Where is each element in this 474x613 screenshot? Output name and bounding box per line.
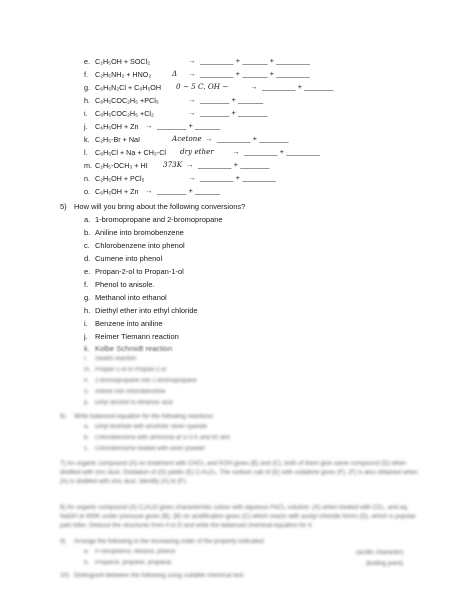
reaction-arrow: → (188, 56, 196, 65)
reaction-arrow: → (188, 108, 196, 117)
conversion-item: h. Diethyl ether into ethyl chloride (84, 306, 198, 315)
reaction-arrow: → (205, 134, 213, 143)
reaction-j: j. C₆H₅OH + Zn (84, 122, 139, 131)
reaction-blanks: _______ + ______ (200, 95, 264, 104)
reaction-arrow: → (188, 95, 196, 104)
conversion-item: e. Propan-2-ol to Propan-1-ol (84, 267, 184, 276)
reaction-m: m. C₂H₅-OCH₃ + HI (84, 161, 148, 170)
reaction-o: o. C₆H₅OH + Zn (84, 187, 139, 196)
conversion-item: d. Cumene into phenol (84, 254, 163, 263)
question-7: 7) An organic compound (A) on treatment with CHCl₃ and KOH gives (B) and (C), both of them give same compound (D) when distilled with zinc dust. Oxidation of (D) yields (E) C₇H₆O₂. The sodium salt of (E) with sodalime gives (F). (F) is also obtained when (A) is distilled with zinc dust. Identify (A) to (F). (60, 460, 418, 485)
reaction-condition: Acetone (172, 134, 202, 143)
reaction-blanks: ________ + _______ (262, 82, 334, 91)
question-10: 10) Distinguish between the following using suitable chemical test: (60, 572, 245, 579)
reaction-arrow: → (188, 69, 196, 78)
question-5: 5) How will you bring about the following conversions? (60, 202, 246, 211)
conversion-item: k. Kolbe Schmidt reaction (84, 344, 173, 353)
reaction-l: l. C₆H₅Cl + Na + CH₃-Cl (84, 148, 167, 157)
reaction-blanks: ________ + _______ (198, 160, 270, 169)
reaction-condition: dry ether (180, 147, 214, 156)
reaction-blanks: ________ + ________ (244, 147, 320, 156)
conversion-item: b. Aniline into bromobenzene (84, 228, 184, 237)
reaction-arrow: → (145, 186, 153, 195)
reaction-e: e. C₂H₅OH + SOCl₂ (84, 57, 151, 66)
conversion-item: o. Aniline into chlorobenzene (84, 389, 166, 395)
question-9-item: b. Propanol, propane, propanal (84, 560, 172, 566)
reaction-f: f. C₂H₅NH₂ + HNO₂ (84, 70, 152, 79)
reaction-condition: 0 − 5 C, OH − (176, 82, 229, 91)
question-8: 8) An organic compound (A) C₆H₆O gives characteristic colour with aqueous FeCl₃ solution. (A) when treated with CO₂, and aq. NaOH at 400K under pressure gives (B), (B) on acidification gives (C) which reacts with acetyl chloride forms (D), which is popular pain killer. Deduce the structures from A to D and write the balanced chemical equation for it. (60, 504, 416, 529)
reaction-blanks: ________ + _______ (217, 134, 289, 143)
reaction-h: h. C₆H₅COC₂H₅ +PCl₅ (84, 96, 159, 105)
conversion-item: i. Benzene into aniline (84, 319, 163, 328)
property-label: (boiling point) (366, 560, 404, 567)
conversion-item: g. Methanol into ethanol (84, 293, 167, 302)
reaction-arrow: → (186, 160, 194, 169)
conversion-item: p. Ethyl alcohol to ethanoic acid (84, 400, 173, 406)
reaction-i: i. C₆H₅COC₂H₅ +Cl₂ (84, 109, 154, 118)
conversion-item: c. Chlorobenzene into phenol (84, 241, 185, 250)
reaction-condition: 373K (163, 160, 183, 169)
question-6-item: c. Chlorobenzene heated with silver powder (84, 446, 206, 452)
reaction-arrow: → (145, 121, 153, 130)
question-6: 6) Write balanced equation for the following reactions: (60, 413, 215, 420)
question-9-item: a. P-nitrophenol, ethanol, phenol (84, 549, 176, 555)
question-9: 9) Arrange the following in the increasing order of the property indicated: (60, 538, 265, 545)
reaction-blanks: _______ + _______ (200, 108, 268, 117)
conversion-item: f. Phenol to anisole. (84, 280, 155, 289)
reaction-blanks: ________ + ______ + ________ (200, 56, 310, 65)
conversion-item: l. Swarts reaction (84, 356, 137, 362)
reaction-arrow: → (232, 147, 240, 156)
conversion-item: j. Reimer Tiemann reaction (84, 332, 179, 341)
reaction-condition: Δ (172, 69, 178, 78)
reaction-n: n. C₂H₅OH + PCl₅ (84, 174, 145, 183)
reaction-arrow: → (250, 82, 258, 91)
reaction-k: k. C₂H₅-Br + NaI (84, 135, 141, 144)
question-6-item: a. Ethyl bromide with alcoholic silver cyanide (84, 424, 208, 430)
reaction-g: g. C₆H₅N₂Cl + C₆H₅OH (84, 83, 162, 92)
property-label: (acidic character) (356, 549, 404, 556)
question-6-item: b. Chlorobenzene with ammonia at 573 K and 60 atm (84, 435, 231, 441)
reaction-blanks: ________ + ______ + ________ (200, 69, 310, 78)
reaction-blanks: _______ + ______ (157, 186, 221, 195)
reaction-arrow: → (188, 173, 196, 182)
reaction-blanks: ________ + ________ (200, 173, 276, 182)
conversion-item: m. Propan-1-ol to Propan-2-ol (84, 367, 167, 373)
reaction-blanks: _______ + ______ (157, 121, 221, 130)
conversion-item: n. 2-bromopropane into 1-bromopropane (84, 378, 197, 384)
conversion-item: a. 1-bromopropane and 2-bromopropane (84, 215, 223, 224)
